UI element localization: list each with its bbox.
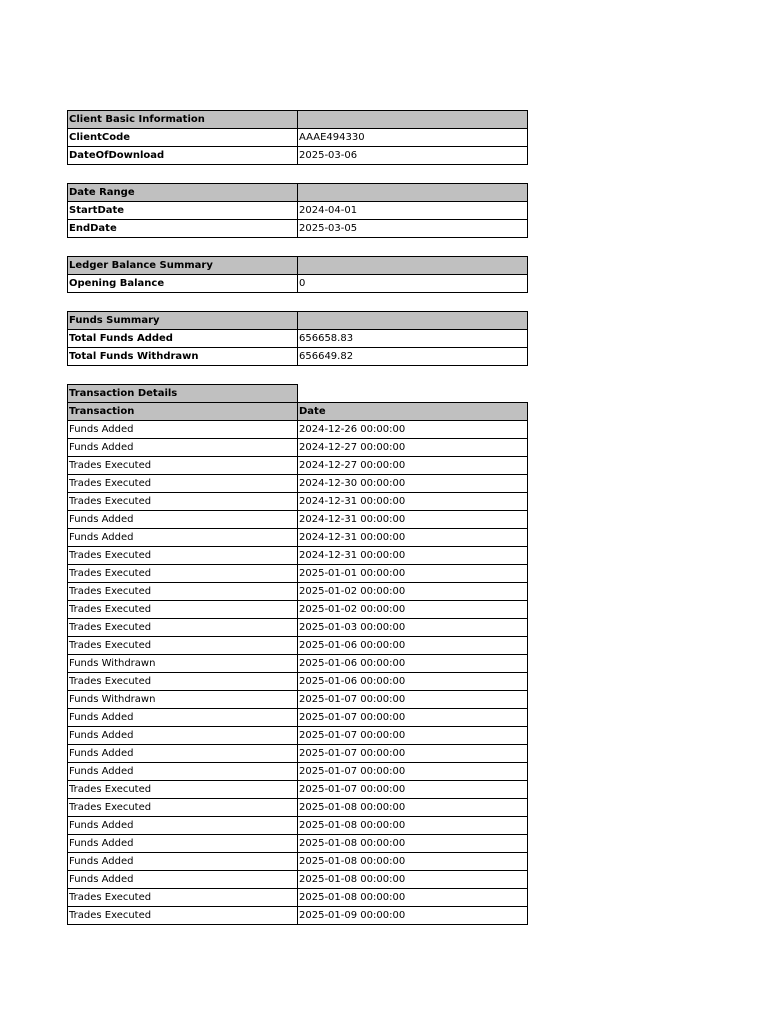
transaction-type-cell: Funds Added <box>68 853 298 871</box>
table-row <box>68 727 528 745</box>
section-gap <box>67 238 527 256</box>
info-value-cell: 2024-04-01 <box>298 202 528 220</box>
section-header-row <box>68 312 528 330</box>
table-row <box>68 529 528 547</box>
info-value-cell: AAAE494330 <box>298 129 528 147</box>
section-header-empty-cell <box>298 312 528 330</box>
transaction-type-cell: Trades Executed <box>68 565 298 583</box>
spreadsheet-sheet <box>67 110 527 925</box>
info-row <box>68 129 528 147</box>
table-row <box>68 853 528 871</box>
section-title: Date Range <box>68 184 298 202</box>
info-row <box>68 147 528 165</box>
transaction-type-cell: Trades Executed <box>68 457 298 475</box>
transaction-type-cell: Trades Executed <box>68 601 298 619</box>
column-header-row <box>68 403 528 421</box>
transaction-date-cell: 2025-01-08 00:00:00 <box>298 799 528 817</box>
table-row <box>68 871 528 889</box>
transaction-type-cell: Trades Executed <box>68 907 298 925</box>
transaction-date-cell: 2024-12-31 00:00:00 <box>298 493 528 511</box>
transaction-type-cell: Trades Executed <box>68 799 298 817</box>
section-gap <box>67 165 527 183</box>
transaction-date-cell: 2025-01-07 00:00:00 <box>298 691 528 709</box>
date-range-table <box>67 183 528 238</box>
transaction-type-cell: Funds Added <box>68 511 298 529</box>
table-row <box>68 547 528 565</box>
transaction-type-cell: Funds Added <box>68 763 298 781</box>
transaction-type-cell: Funds Added <box>68 439 298 457</box>
section-header-empty-cell <box>298 111 528 129</box>
table-row <box>68 475 528 493</box>
transaction-date-cell: 2025-01-06 00:00:00 <box>298 673 528 691</box>
table-row <box>68 439 528 457</box>
info-value-cell: 2025-03-06 <box>298 147 528 165</box>
transaction-type-cell: Trades Executed <box>68 889 298 907</box>
section-header-row <box>68 385 528 403</box>
info-value-cell: 656658.83 <box>298 330 528 348</box>
info-label-cell: StartDate <box>68 202 298 220</box>
transaction-date-cell: 2024-12-31 00:00:00 <box>298 511 528 529</box>
info-label-cell: ClientCode <box>68 129 298 147</box>
transaction-date-cell: 2025-01-07 00:00:00 <box>298 745 528 763</box>
table-row <box>68 763 528 781</box>
client-basic-information-table <box>67 110 528 165</box>
transaction-details-table <box>67 384 528 925</box>
transaction-date-cell: 2025-01-06 00:00:00 <box>298 637 528 655</box>
transaction-type-cell: Trades Executed <box>68 673 298 691</box>
transaction-date-cell: 2024-12-31 00:00:00 <box>298 529 528 547</box>
transaction-type-cell: Funds Withdrawn <box>68 691 298 709</box>
transaction-type-cell: Funds Added <box>68 745 298 763</box>
transaction-type-cell: Trades Executed <box>68 619 298 637</box>
table-row <box>68 709 528 727</box>
info-label-cell: EndDate <box>68 220 298 238</box>
transaction-type-cell: Funds Withdrawn <box>68 655 298 673</box>
table-row <box>68 601 528 619</box>
section-title: Client Basic Information <box>68 111 298 129</box>
table-row <box>68 637 528 655</box>
table-row <box>68 619 528 637</box>
info-label-cell: Opening Balance <box>68 275 298 293</box>
table-row <box>68 889 528 907</box>
section-gap <box>67 366 527 384</box>
column-header-transaction: Transaction <box>68 403 298 421</box>
info-row <box>68 202 528 220</box>
transaction-date-cell: 2025-01-07 00:00:00 <box>298 709 528 727</box>
section-header-empty-cell <box>298 257 528 275</box>
table-row <box>68 817 528 835</box>
info-value-cell: 656649.82 <box>298 348 528 366</box>
transaction-type-cell: Funds Added <box>68 421 298 439</box>
transaction-type-cell: Trades Executed <box>68 547 298 565</box>
info-row <box>68 330 528 348</box>
transaction-date-cell: 2024-12-26 00:00:00 <box>298 421 528 439</box>
section-title: Ledger Balance Summary <box>68 257 298 275</box>
ledger-balance-summary-table <box>67 256 528 293</box>
section-title: Funds Summary <box>68 312 298 330</box>
transaction-type-cell: Trades Executed <box>68 637 298 655</box>
transaction-date-cell: 2025-01-01 00:00:00 <box>298 565 528 583</box>
table-row <box>68 421 528 439</box>
info-row <box>68 348 528 366</box>
transaction-type-cell: Funds Added <box>68 727 298 745</box>
section-header-empty-cell <box>298 184 528 202</box>
table-row <box>68 583 528 601</box>
table-row <box>68 493 528 511</box>
transaction-date-cell: 2025-01-07 00:00:00 <box>298 727 528 745</box>
section-header-row <box>68 257 528 275</box>
transaction-date-cell: 2025-01-08 00:00:00 <box>298 889 528 907</box>
info-label-cell: Total Funds Withdrawn <box>68 348 298 366</box>
transaction-type-cell: Trades Executed <box>68 493 298 511</box>
transaction-type-cell: Funds Added <box>68 529 298 547</box>
transaction-date-cell: 2025-01-09 00:00:00 <box>298 907 528 925</box>
info-label-cell: Total Funds Added <box>68 330 298 348</box>
table-row <box>68 907 528 925</box>
table-row <box>68 457 528 475</box>
transaction-date-cell: 2024-12-30 00:00:00 <box>298 475 528 493</box>
info-row <box>68 220 528 238</box>
transaction-date-cell: 2025-01-06 00:00:00 <box>298 655 528 673</box>
info-row <box>68 275 528 293</box>
table-row <box>68 565 528 583</box>
table-row <box>68 799 528 817</box>
table-row <box>68 655 528 673</box>
transaction-type-cell: Funds Added <box>68 817 298 835</box>
transaction-date-cell: 2025-01-02 00:00:00 <box>298 583 528 601</box>
section-header-row <box>68 184 528 202</box>
transaction-date-cell: 2025-01-07 00:00:00 <box>298 763 528 781</box>
transaction-date-cell: 2024-12-27 00:00:00 <box>298 457 528 475</box>
section-gap <box>67 293 527 311</box>
table-row <box>68 673 528 691</box>
transaction-date-cell: 2024-12-27 00:00:00 <box>298 439 528 457</box>
transaction-date-cell: 2024-12-31 00:00:00 <box>298 547 528 565</box>
table-row <box>68 835 528 853</box>
transaction-date-cell: 2025-01-08 00:00:00 <box>298 871 528 889</box>
info-value-cell: 2025-03-05 <box>298 220 528 238</box>
transaction-date-cell: 2025-01-08 00:00:00 <box>298 853 528 871</box>
transaction-type-cell: Funds Added <box>68 709 298 727</box>
transaction-date-cell: 2025-01-08 00:00:00 <box>298 817 528 835</box>
table-row <box>68 781 528 799</box>
column-header-date: Date <box>298 403 528 421</box>
transaction-type-cell: Funds Added <box>68 835 298 853</box>
transaction-date-cell: 2025-01-08 00:00:00 <box>298 835 528 853</box>
section-header-row <box>68 111 528 129</box>
transaction-date-cell: 2025-01-02 00:00:00 <box>298 601 528 619</box>
table-row <box>68 745 528 763</box>
table-row <box>68 691 528 709</box>
transaction-type-cell: Trades Executed <box>68 781 298 799</box>
transaction-date-cell: 2025-01-07 00:00:00 <box>298 781 528 799</box>
transaction-date-cell: 2025-01-03 00:00:00 <box>298 619 528 637</box>
transaction-type-cell: Trades Executed <box>68 475 298 493</box>
section-title: Transaction Details <box>68 385 298 403</box>
empty-cell <box>298 385 528 403</box>
funds-summary-table <box>67 311 528 366</box>
table-row <box>68 511 528 529</box>
info-value-cell: 0 <box>298 275 528 293</box>
transaction-type-cell: Trades Executed <box>68 583 298 601</box>
info-label-cell: DateOfDownload <box>68 147 298 165</box>
transaction-type-cell: Funds Added <box>68 871 298 889</box>
